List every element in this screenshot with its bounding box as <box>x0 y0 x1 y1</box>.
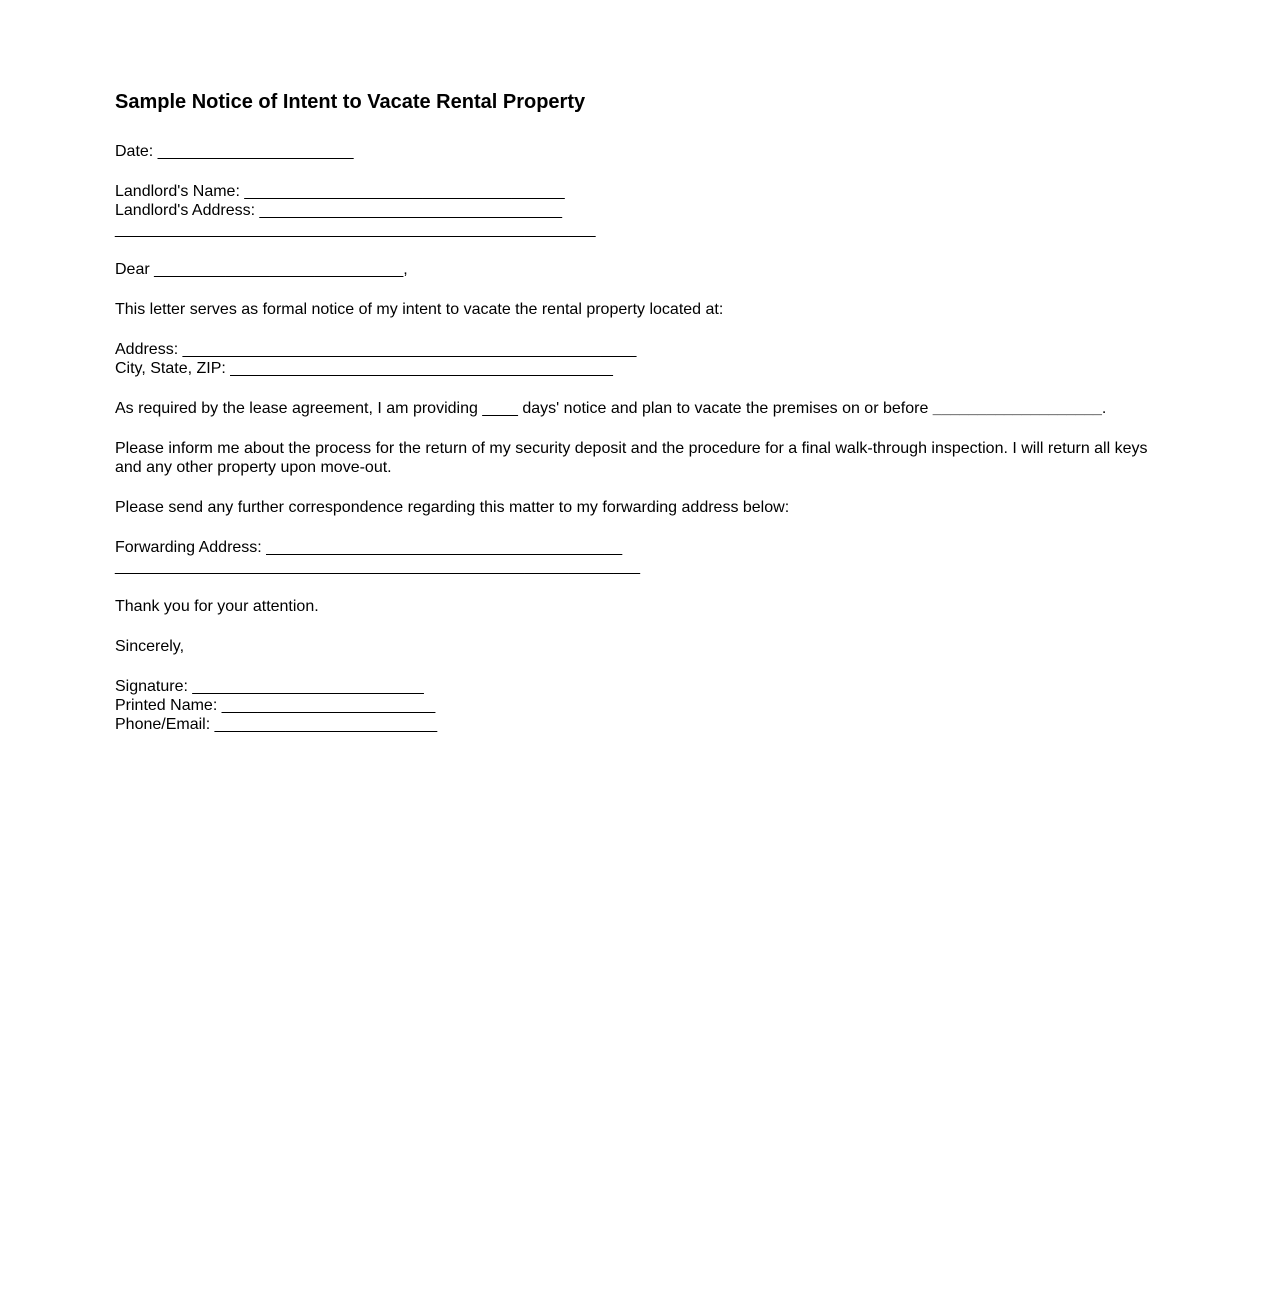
landlord-address-label: Landlord's Address: <box>115 202 256 219</box>
notice-text-after-days: days' notice and plan to vacate the premises on or before <box>522 400 929 417</box>
intro-paragraph: This letter serves as formal notice of my intent to vacate the rental property located at: <box>115 301 724 318</box>
closing-line: Sincerely, <box>115 638 185 655</box>
landlord-address-blank-field: __________________________________ <box>259 202 563 219</box>
signature-block <box>115 677 1163 734</box>
printed-name-label: Printed Name: <box>115 697 218 714</box>
vacate-date-blank-field: ___________________ <box>932 400 1102 417</box>
property-address-blank-field: ___________________________________________________ <box>182 341 637 358</box>
thanks-line: Thank you for your attention. <box>115 598 319 615</box>
phone-email-blank-field: _________________________ <box>214 716 438 733</box>
printed-name-blank-field: ________________________ <box>221 697 436 714</box>
signature-blank-field: __________________________ <box>192 678 424 695</box>
correspondence-paragraph: Please send any further correspondence regarding this matter to my forwarding address below: <box>115 499 790 516</box>
notice-period: . <box>1101 400 1107 417</box>
property-city-label: City, State, ZIP: <box>115 360 226 377</box>
forwarding-address-block <box>115 538 1163 576</box>
date-blank-field: ______________________ <box>157 143 354 160</box>
salutation-comma: , <box>403 261 408 278</box>
landlord-name-label: Landlord's Name: <box>115 183 240 200</box>
forwarding-address-blank-field-line2: ___________________________________________________________ <box>115 558 641 575</box>
property-address-block <box>115 340 1163 378</box>
date-line <box>115 142 1163 161</box>
salutation-line <box>115 260 1163 279</box>
forwarding-address-blank-field: ________________________________________ <box>266 539 623 556</box>
property-city-blank-field: ___________________________________________ <box>230 360 613 377</box>
date-label: Date: <box>115 143 154 160</box>
notice-text-before-days: As required by the lease agreement, I am providing <box>115 400 478 417</box>
salutation-blank-field: ____________________________ <box>154 261 404 278</box>
document-title: Sample Notice of Intent to Vacate Rental Property <box>115 91 586 113</box>
phone-email-label: Phone/Email: <box>115 716 211 733</box>
landlord-address-blank-field-line2: ______________________________________________________ <box>115 221 596 238</box>
signature-label: Signature: <box>115 678 188 695</box>
forwarding-address-label: Forwarding Address: <box>115 539 262 556</box>
notice-paragraph <box>115 399 1163 418</box>
salutation-prefix: Dear <box>115 261 150 278</box>
landlord-block <box>115 182 1163 239</box>
deposit-paragraph: Please inform me about the process for the return of my security deposit and the procedure for a final walk-through inspection. I will return all keys and any other property upon move-out. <box>115 440 1148 476</box>
landlord-name-blank-field: ____________________________________ <box>244 183 565 200</box>
property-address-label: Address: <box>115 341 179 358</box>
days-blank-field: ____ <box>482 400 518 417</box>
